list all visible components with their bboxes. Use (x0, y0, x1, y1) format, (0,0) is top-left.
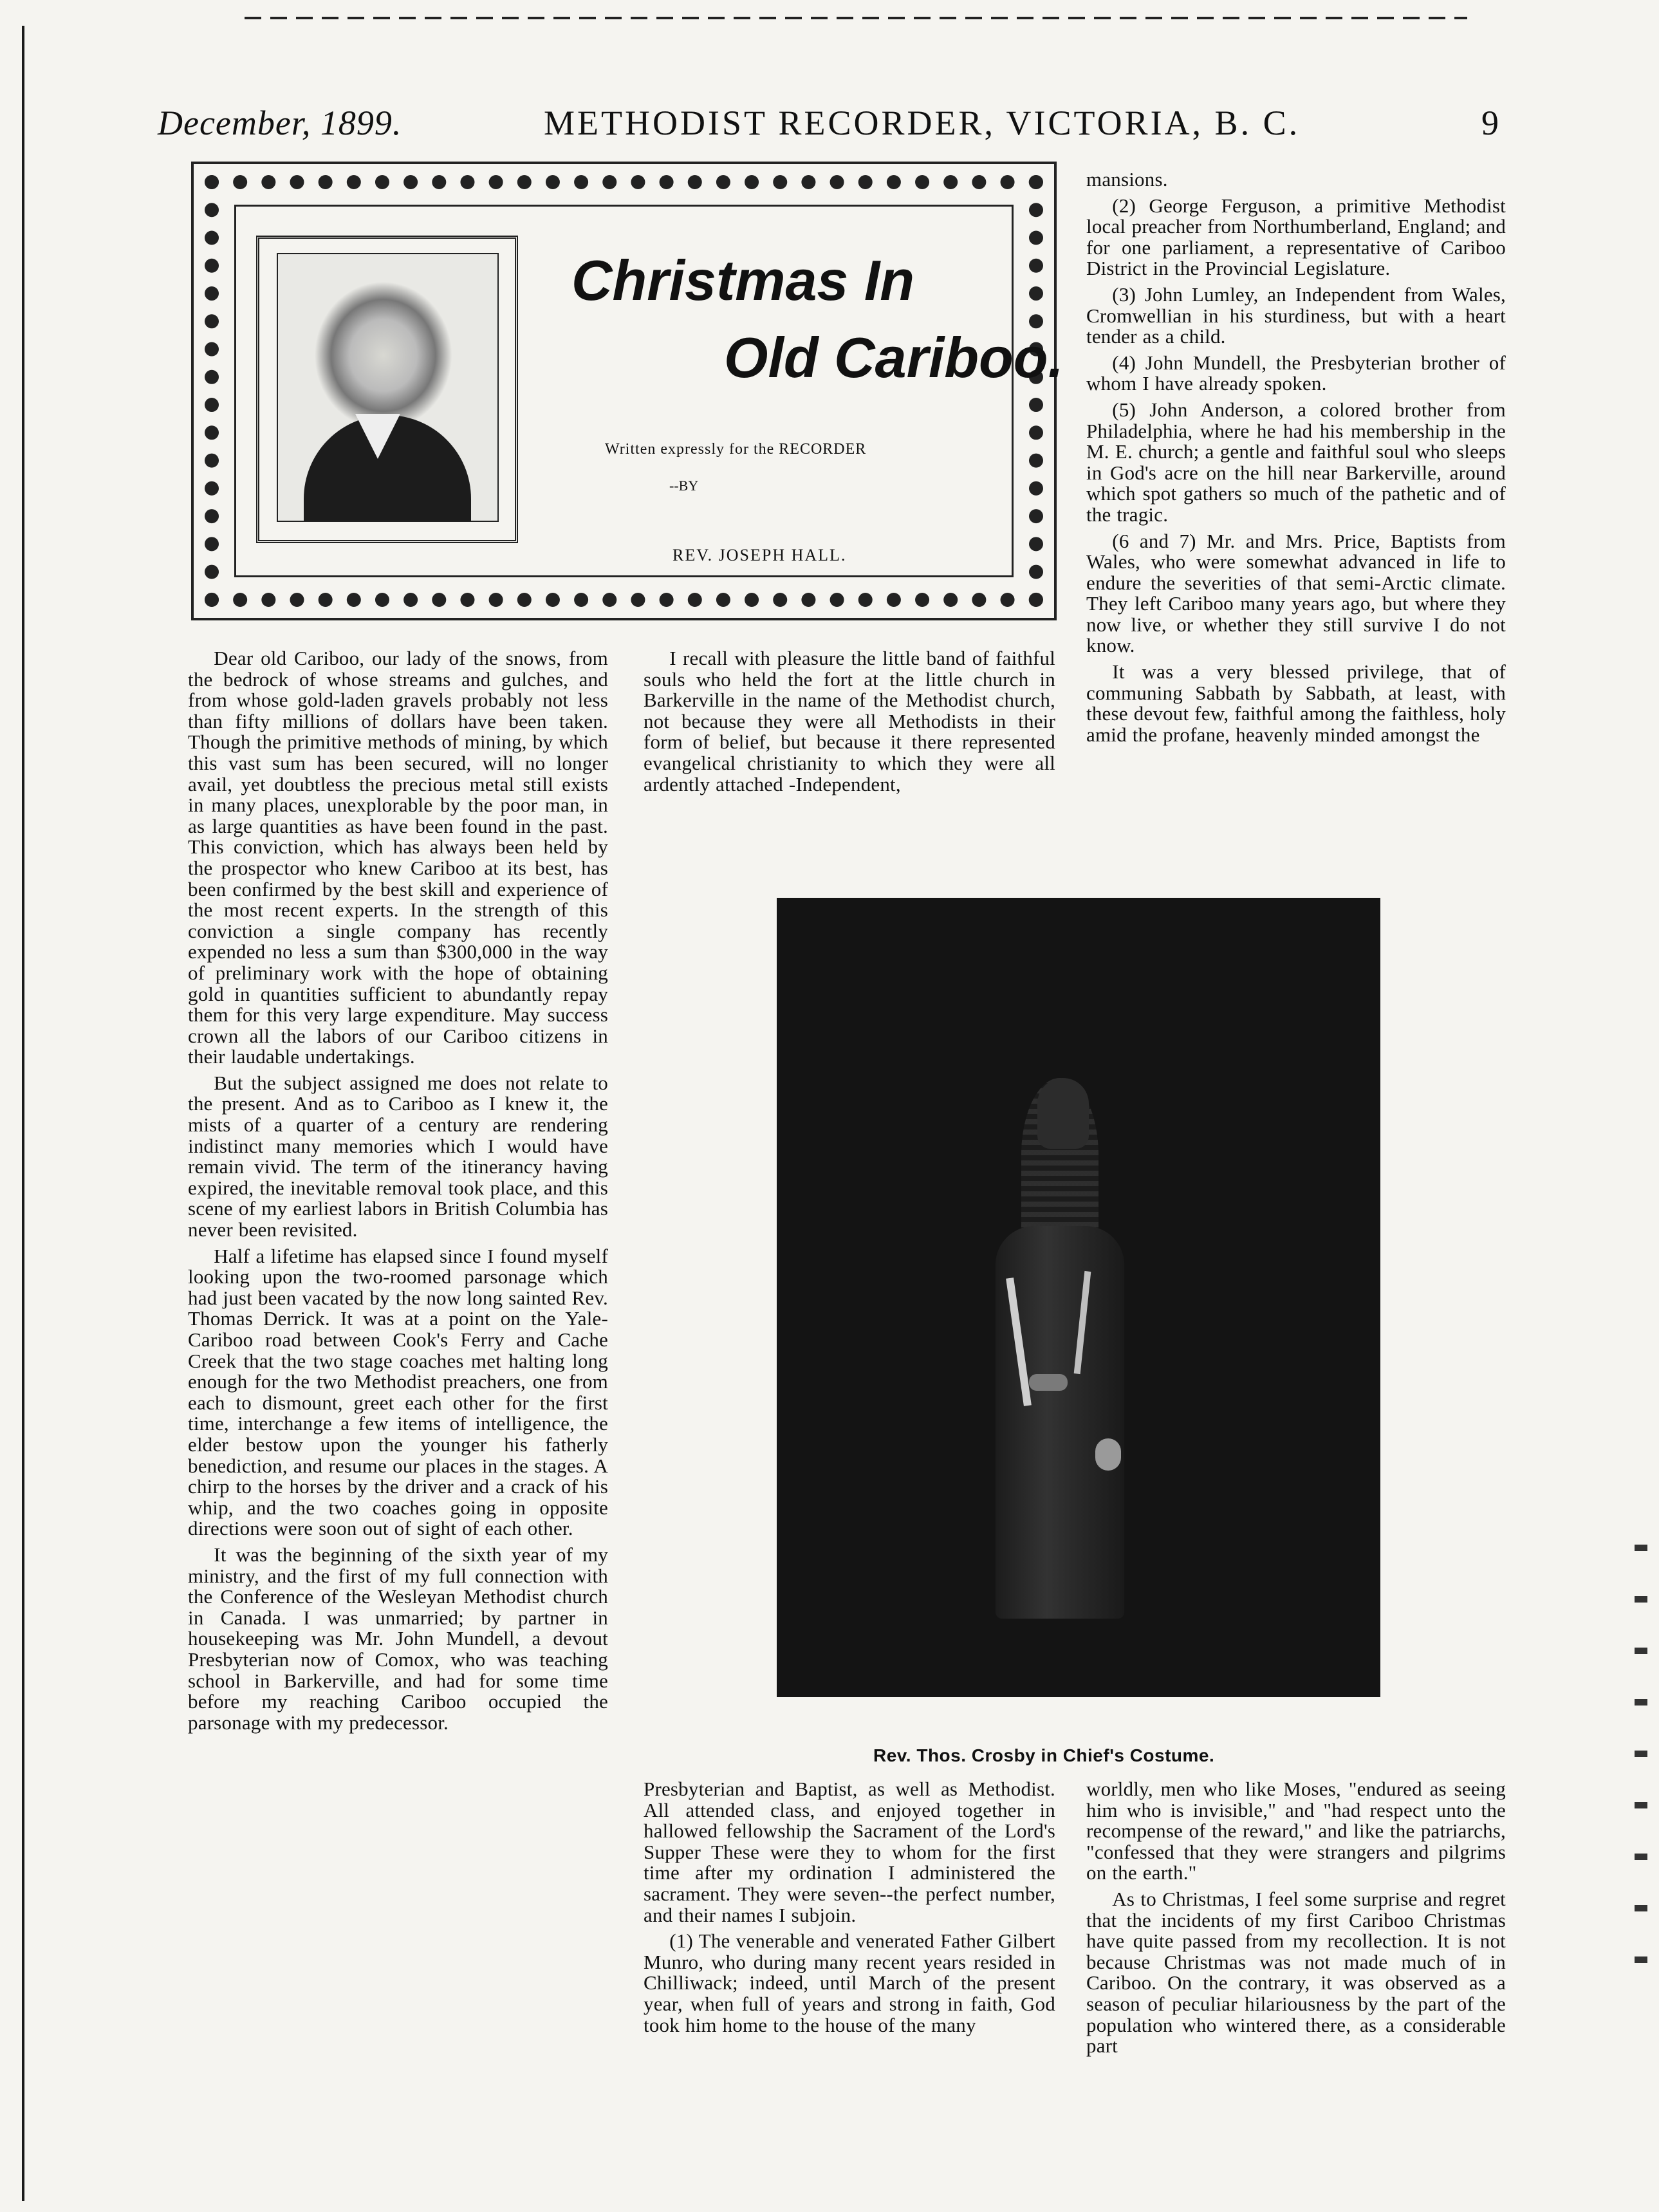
paragraph: I recall with pleasure the little band of faithful souls who held the fort at the little church in Barkerville in the name of the Methodist church, not because they were all Methodists in their form of belief, but because it there represented evangelical christianity to which they were all ardently attached -Independent, (644, 648, 1055, 795)
paragraph: But the subject assigned me does not relate to the present. And as to Cariboo as I knew it, the mists of a quarter of a century are rendering indistinct many memories which I would have remain vivid. The term of the itinerancy having expired, the inevitable removal took place, and this scene of my earliest labors in British Columbia has never been revisited. (188, 1071, 608, 1241)
scan-edge-rule (22, 26, 24, 2201)
article-title-line-2: Old Cariboo. (724, 326, 1064, 389)
paragraph: Half a lifetime has elapsed since I found myself looking upon the two-roomed parsonage which had just been vacated by the now long sainted Rev. Thomas Derrick. It was at a point on the Yale-Cariboo road between Cook's Ferry and Cache Creek that the two stage coaches met halting long enough for the two Methodist preachers, one from each to dismount, greet each other for the first time, interchange a few items of intelligence, the elder bestow upon the younger his fatherly benediction, and resume our places in the stages. A chirp to the horses by the driver and a crack of his whip, and the two coaches going in opposite directions were soon out of sight of each other. (188, 1244, 608, 1540)
byline-author: REV. JOSEPH HALL. (672, 546, 847, 564)
column-1 (188, 648, 608, 1733)
paragraph: It was a very blessed privilege, that of communing Sabbath by Sabbath, at least, with these devout few, faithful among the faithless, holy amid the profane, heavenly minded amongst the (1086, 660, 1506, 746)
author-portrait (277, 253, 499, 522)
scan-specks (1635, 1545, 1647, 1995)
paragraph: Dear old Cariboo, our lady of the snows, from the bedrock of whose streams and gulches, and from whose gold-laden gravels probably not less than fifty millions of dollars have been taken. Though the primitive methods of mining, by which this vast sum has been secured, will no longer avail, yet doubtless the precious metal still exists in many places, unexplorable by the poor man, in as large quantities as have been found in the past. This conviction, which has always been held by the prospector who knew Cariboo at its best, has been confirmed by the best skill and experience of the most recent experts. In the strength of this conviction a single company has recently expended no less a sum than $300,000 in the way of preliminary work with the hope of obtaining gold in quantities sufficient to abundantly repay them for this very large expenditure. May success crown all the labors of our Cariboo citizens in their laudable undertakings. (188, 647, 608, 1068)
header-publication: METHODIST RECORDER, VICTORIA, B. C. (544, 104, 1301, 142)
column-2-top (644, 648, 1055, 848)
column-3-top (1086, 169, 1506, 745)
paragraph: mansions. (1086, 168, 1168, 191)
header-page-number: 9 (1481, 104, 1499, 142)
figure-robe (996, 1226, 1124, 1619)
photo-caption: Rev. Thos. Crosby in Chief's Costume. (873, 1745, 1215, 1765)
paragraph: As to Christmas, I feel some surprise and regret that the incidents of my first Cariboo Christmas have quite passed from my recollection. It is not because Christmas was not made much of in Cariboo. On the contrary, it was observed as a season of peculiar hilariousness by the part of the population who wintered there, as a considerable part (1086, 1887, 1506, 2058)
byline-written: Written expressly for the RECORDER (605, 441, 867, 458)
column-3-bottom (1086, 1779, 1506, 2057)
robe-detail (1029, 1374, 1068, 1391)
paragraph: (6 and 7) Mr. and Mrs. Price, Baptists from Wales, who were somewhat advanced in life to endure the severities of that semi-Arctic climate. They left Cariboo many years ago, but where they now live, or whether they still survive I do not know. (1086, 529, 1506, 657)
paragraph: (5) John Anderson, a colored brother from Philadelphia, where he had his membership in the M. E. church; a gentle and faithful soul who sleeps in God's acre on the hill near Barkerville, around which spot gathers so much of the pathetic and of the tragic. (1086, 398, 1506, 526)
paragraph: Presbyterian and Baptist, as well as Methodist. All attended class, and enjoyed together in hallowed fellowship the Sacrament of the Lord's Supper These were they to whom for the first time after my ordination I administered the sacrament. They were seven--the perfect number, and their names I subjoin. (644, 1778, 1055, 1926)
photograph (777, 898, 1380, 1697)
figure-head (1037, 1078, 1089, 1149)
byline-by: --BY (669, 478, 699, 494)
paragraph: (3) John Lumley, an Independent from Wales, Cromwellian in his sturdiness, but with a heart tender as a child. (1086, 283, 1506, 348)
figure-hand (1095, 1438, 1121, 1471)
paragraph: (2) George Ferguson, a primitive Methodist local preacher from Northumberland, England; and for one parliament, a representative of Cariboo District in the Provincial Legislature. (1086, 194, 1506, 280)
paragraph: (4) John Mundell, the Presbyterian brother of whom I have already spoken. (1086, 351, 1506, 395)
paragraph: It was the beginning of the sixth year of my ministry, and the first of my full connection with the Conference of the Wesleyan Methodist church in Canada. I was unmarried; by partner in housekeeping was Mr. John Mundell, a devout Presbyterian now of Comox, who was teaching school in Barkerville, and had for some time before my reaching Cariboo occupied the parsonage with my predecessor. (188, 1543, 608, 1734)
paragraph: (1) The venerable and venerated Father Gilbert Munro, who during many recent years resided in Chilliwack; indeed, until March of the present year, when full of years and strong in faith, God took him home to the house of the many (644, 1929, 1055, 2036)
header-date: December, 1899. (158, 104, 402, 142)
paragraph: worldly, men who like Moses, "endured as seeing him who is invisible," and "had respect unto the recompense of the reward," and like the patriarchs, "confessed that they were strangers and pilgrims on the earth." (1086, 1778, 1506, 1884)
costumed-figure (970, 1078, 1150, 1619)
column-2-bottom (644, 1779, 1055, 2036)
article-title-line-1: Christmas In (571, 248, 915, 312)
scan-top-rule (245, 17, 1467, 19)
